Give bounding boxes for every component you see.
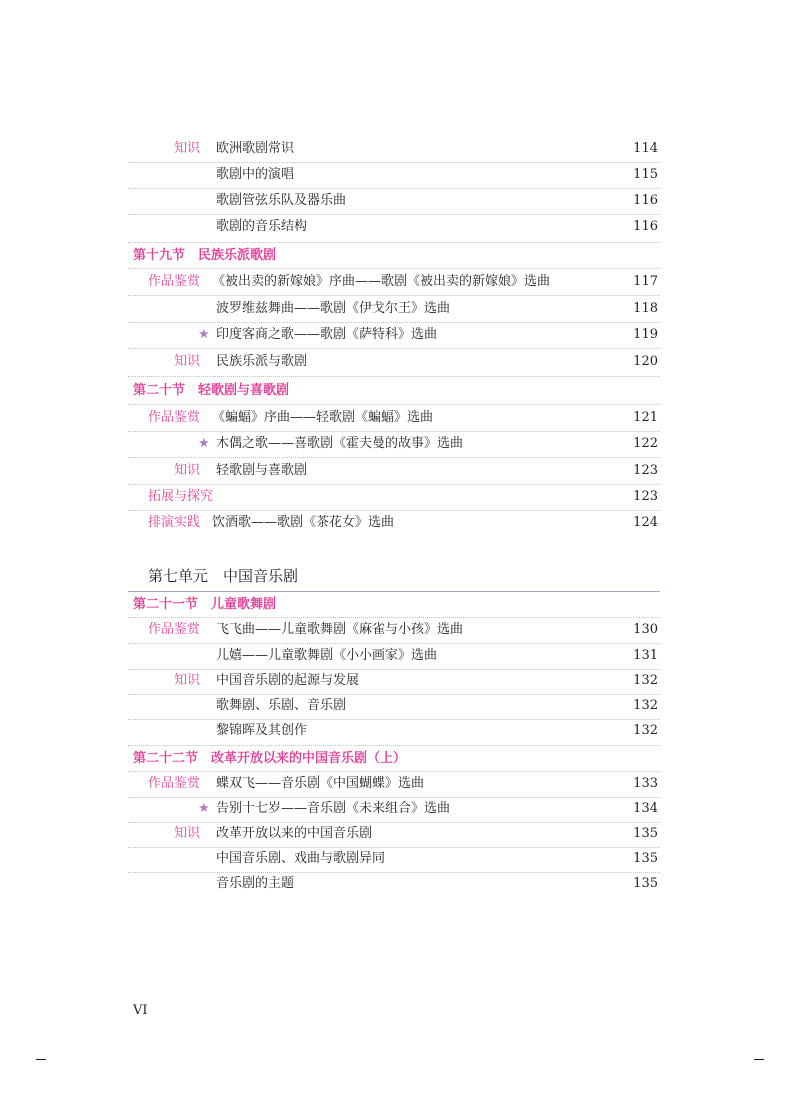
entry-title: 告别十七岁——音乐剧《未来组合》选曲 — [216, 801, 451, 816]
entry-page: 130 — [633, 622, 658, 637]
entry-tag: 作品鉴赏 — [148, 622, 201, 637]
entry-title: 飞飞曲——儿童歌舞剧《麻雀与小孩》选曲 — [216, 622, 464, 637]
divider — [128, 617, 660, 618]
toc-entry — [0, 324, 800, 346]
unit-title: 第七单元 中国音乐剧 — [148, 567, 299, 585]
toc-entry — [0, 823, 800, 845]
entry-title: 波罗维兹舞曲——歌剧《伊戈尔王》选曲 — [216, 301, 451, 316]
entry-title: 歌舞剧、乐剧、音乐剧 — [216, 698, 347, 713]
toc-entry — [0, 216, 800, 238]
divider — [128, 214, 660, 215]
entry-tag: 知识 — [174, 826, 201, 841]
entry-title: 歌剧的音乐结构 — [216, 219, 308, 234]
section-title: 第十九节 民族乐派歌剧 — [133, 248, 277, 263]
entry-title: 印度客商之歌——歌剧《萨特科》选曲 — [216, 327, 438, 342]
entry-title: 饮酒歌——歌剧《茶花女》选曲 — [212, 515, 395, 530]
toc-entry — [0, 873, 800, 895]
toc-entry — [0, 773, 800, 795]
toc-entry — [0, 486, 800, 508]
divider — [128, 322, 660, 323]
toc-entry — [0, 798, 800, 820]
entry-tag: 知识 — [174, 354, 201, 369]
divider — [128, 188, 660, 189]
entry-title: 蝶双飞——音乐剧《中国蝴蝶》选曲 — [216, 776, 425, 791]
entry-title: 欧洲歌剧常识 — [216, 141, 295, 156]
entry-title: 《蝙蝠》序曲——轻歌剧《蝙蝠》选曲 — [212, 410, 434, 425]
entry-page: 131 — [633, 648, 658, 663]
entry-page: 116 — [633, 219, 658, 234]
entry-page: 135 — [633, 851, 658, 866]
entry-title: 改革开放以来的中国音乐剧 — [216, 826, 373, 841]
divider — [128, 484, 660, 485]
entry-page: 119 — [633, 327, 658, 342]
entry-title: 中国音乐剧、戏曲与歌剧异同 — [216, 851, 386, 866]
toc-entry — [0, 351, 800, 373]
divider — [128, 745, 660, 746]
entry-tag: 知识 — [174, 141, 201, 156]
divider — [128, 242, 660, 243]
divider — [128, 771, 660, 772]
entry-page: 135 — [633, 876, 658, 891]
entry-page: 132 — [633, 723, 658, 738]
entry-page: 115 — [633, 167, 658, 182]
entry-tag: 知识 — [174, 673, 201, 688]
toc-entry — [0, 433, 800, 455]
section-title: 第二十一节 儿童歌舞剧 — [133, 597, 277, 612]
toc-entry — [0, 512, 800, 534]
entry-page: 122 — [633, 436, 658, 451]
toc-entry — [0, 407, 800, 429]
divider — [128, 643, 660, 644]
crop-mark — [36, 1059, 46, 1060]
entry-page: 123 — [633, 463, 658, 478]
toc-entry — [0, 695, 800, 717]
divider — [128, 376, 660, 377]
entry-tag: 排演实践 — [148, 515, 201, 530]
entry-page: 135 — [633, 826, 658, 841]
divider — [128, 348, 660, 349]
entry-title: 歌剧中的演唱 — [216, 167, 295, 182]
entry-title: 轻歌剧与喜歌剧 — [216, 463, 308, 478]
entry-page: 116 — [633, 193, 658, 208]
toc-entry — [0, 645, 800, 667]
entry-title: 音乐剧的主题 — [216, 876, 295, 891]
toc-entry — [0, 460, 800, 482]
entry-page: 134 — [633, 801, 658, 816]
entry-tag: 拓展与探究 — [148, 489, 214, 504]
entry-page: 118 — [633, 301, 658, 316]
toc-entry — [0, 619, 800, 641]
entry-title: 木偶之歌——喜歌剧《霍夫曼的故事》选曲 — [216, 436, 464, 451]
section-heading — [0, 748, 800, 770]
section-heading — [0, 380, 800, 402]
section-heading — [0, 594, 800, 616]
section-title: 第二十二节 改革开放以来的中国音乐剧（上） — [133, 751, 407, 766]
star-icon: ★ — [198, 327, 210, 342]
divider — [128, 510, 660, 511]
toc-entry — [0, 720, 800, 742]
star-icon: ★ — [198, 436, 210, 451]
entry-page: 120 — [633, 354, 658, 369]
entry-title: 民族乐派与歌剧 — [216, 354, 308, 369]
divider — [128, 162, 660, 163]
star-icon: ★ — [198, 801, 210, 816]
entry-page: 132 — [633, 673, 658, 688]
divider — [128, 591, 660, 592]
entry-tag: 知识 — [174, 463, 201, 478]
toc-entry — [0, 164, 800, 186]
divider — [128, 268, 660, 269]
entry-page: 114 — [633, 141, 658, 156]
entry-title: 中国音乐剧的起源与发展 — [216, 673, 360, 688]
entry-title: 儿嬉——儿童歌舞剧《小小画家》选曲 — [216, 648, 438, 663]
entry-title: 歌剧管弦乐队及器乐曲 — [216, 193, 347, 208]
entry-page: 132 — [633, 698, 658, 713]
divider — [128, 404, 660, 405]
page-number: VI — [133, 1003, 148, 1018]
toc-entry — [0, 848, 800, 870]
entry-title: 《被出卖的新嫁娘》序曲——歌剧《被出卖的新嫁娘》选曲 — [212, 274, 551, 289]
entry-tag: 作品鉴赏 — [148, 410, 201, 425]
entry-tag: 作品鉴赏 — [148, 274, 201, 289]
crop-mark — [754, 1059, 764, 1060]
section-heading — [0, 245, 800, 267]
divider — [128, 457, 660, 458]
entry-page: 121 — [633, 410, 658, 425]
entry-page: 133 — [633, 776, 658, 791]
toc-entry — [0, 190, 800, 212]
toc-entry — [0, 271, 800, 293]
toc-entry — [0, 138, 800, 160]
toc-entry — [0, 670, 800, 692]
entry-tag: 作品鉴赏 — [148, 776, 201, 791]
divider — [128, 431, 660, 432]
entry-title: 黎锦晖及其创作 — [216, 723, 308, 738]
entry-page: 123 — [633, 489, 658, 504]
entry-page: 117 — [633, 274, 658, 289]
section-title: 第二十节 轻歌剧与喜歌剧 — [133, 383, 290, 398]
divider — [128, 295, 660, 296]
entry-page: 124 — [633, 515, 658, 530]
toc-entry — [0, 298, 800, 320]
